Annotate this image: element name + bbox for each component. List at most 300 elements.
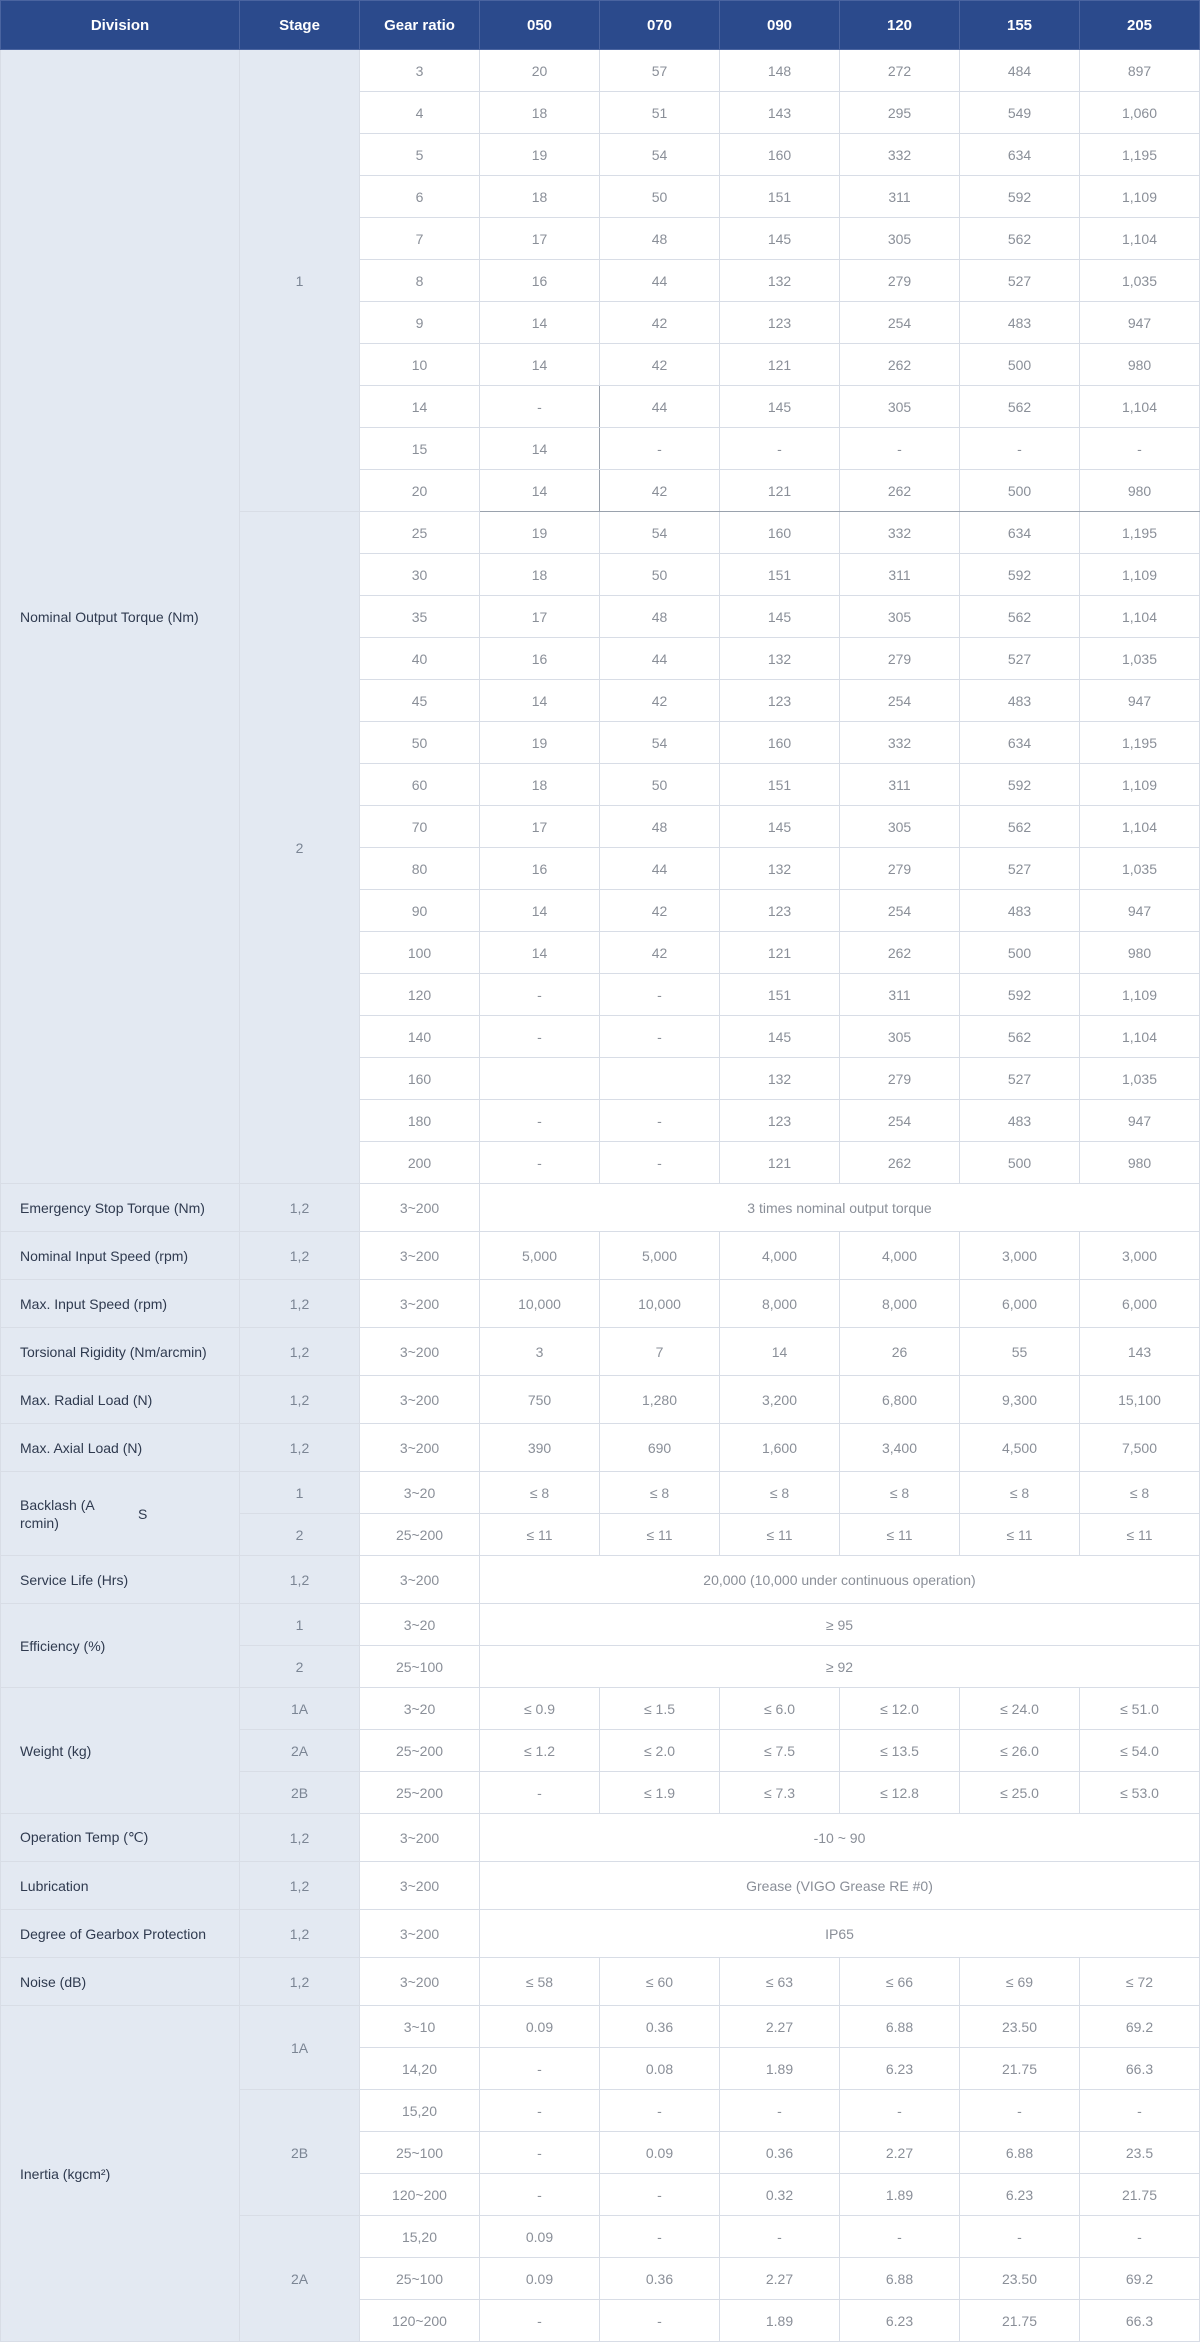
table-cell: ≤ 54.0 xyxy=(1080,1730,1200,1772)
table-cell: ≤ 66 xyxy=(840,1958,960,2006)
division-label: Weight (kg) xyxy=(1,1688,240,1814)
table-cell: 1.89 xyxy=(840,2174,960,2216)
gear-ratio-cell: 3~200 xyxy=(360,1280,480,1328)
table-cell: 332 xyxy=(840,134,960,176)
table-cell xyxy=(480,1058,600,1100)
table-cell: 592 xyxy=(960,176,1080,218)
stage-cell: 1,2 xyxy=(240,1862,360,1910)
table-cell: - xyxy=(1080,2090,1200,2132)
table-cell: - xyxy=(600,974,720,1016)
column-header: 070 xyxy=(600,1,720,50)
gear-ratio-cell: 3 xyxy=(360,50,480,92)
table-cell: 7 xyxy=(600,1328,720,1376)
table-cell: ≤ 8 xyxy=(480,1472,600,1514)
stage-cell: 1,2 xyxy=(240,1376,360,1424)
table-cell: 14 xyxy=(480,428,600,470)
stage-cell: 1A xyxy=(240,1688,360,1730)
table-cell: ≤ 11 xyxy=(600,1514,720,1556)
table-cell: 14 xyxy=(480,302,600,344)
table-cell: 160 xyxy=(720,722,840,764)
stage-cell: 1,2 xyxy=(240,1910,360,1958)
gear-ratio-cell: 120 xyxy=(360,974,480,1016)
table-cell: 50 xyxy=(600,554,720,596)
table-cell: ≤ 8 xyxy=(960,1472,1080,1514)
table-cell: 20 xyxy=(480,50,600,92)
table-cell: - xyxy=(600,428,720,470)
table-cell: 305 xyxy=(840,218,960,260)
table-row xyxy=(1,50,1200,92)
table-cell: 26 xyxy=(840,1328,960,1376)
table-cell: 4,500 xyxy=(960,1424,1080,1472)
table-cell: ≤ 25.0 xyxy=(960,1772,1080,1814)
table-cell: 123 xyxy=(720,302,840,344)
gear-ratio-cell: 3~200 xyxy=(360,1376,480,1424)
table-cell: 1,104 xyxy=(1080,1016,1200,1058)
table-cell: 19 xyxy=(480,512,600,554)
table-cell: 0.32 xyxy=(720,2174,840,2216)
table-row xyxy=(1,1232,1200,1280)
stage-cell: 1 xyxy=(240,50,360,512)
gear-ratio-cell: 14,20 xyxy=(360,2048,480,2090)
table-cell: 66.3 xyxy=(1080,2048,1200,2090)
gear-ratio-cell: 3~200 xyxy=(360,1556,480,1604)
stage-cell: 2 xyxy=(240,1646,360,1688)
division-sub-label: S xyxy=(138,1505,148,1522)
column-header: Gear ratio xyxy=(360,1,480,50)
table-cell: 305 xyxy=(840,596,960,638)
table-cell: 947 xyxy=(1080,302,1200,344)
column-header: Stage xyxy=(240,1,360,50)
table-cell: 121 xyxy=(720,1142,840,1184)
table-cell: 132 xyxy=(720,1058,840,1100)
gear-ratio-cell: 25 xyxy=(360,512,480,554)
table-cell: 16 xyxy=(480,848,600,890)
merged-value: 3 times nominal output torque xyxy=(480,1184,1200,1232)
table-cell: - xyxy=(840,2216,960,2258)
division-label: Max. Input Speed (rpm) xyxy=(1,1280,240,1328)
gear-ratio-cell: 25~100 xyxy=(360,2258,480,2300)
table-cell: 121 xyxy=(720,344,840,386)
table-cell: 500 xyxy=(960,1142,1080,1184)
table-cell: ≤ 12.0 xyxy=(840,1688,960,1730)
table-cell: 0.36 xyxy=(720,2132,840,2174)
stage-cell: 1,2 xyxy=(240,1184,360,1232)
table-cell: 132 xyxy=(720,848,840,890)
table-cell: ≤ 11 xyxy=(720,1514,840,1556)
table-cell: 500 xyxy=(960,344,1080,386)
table-cell: - xyxy=(480,1100,600,1142)
table-cell: 145 xyxy=(720,386,840,428)
table-cell: 500 xyxy=(960,932,1080,974)
gear-ratio-cell: 25~200 xyxy=(360,1730,480,1772)
table-cell: 18 xyxy=(480,554,600,596)
table-row xyxy=(1,1688,1200,1730)
table-cell: 42 xyxy=(600,344,720,386)
table-cell: 2.27 xyxy=(720,2006,840,2048)
table-cell: 16 xyxy=(480,638,600,680)
division-label xyxy=(1,1472,240,1556)
gear-ratio-cell: 25~200 xyxy=(360,1772,480,1814)
table-cell: 5,000 xyxy=(480,1232,600,1280)
table-cell: 295 xyxy=(840,92,960,134)
table-cell: 279 xyxy=(840,848,960,890)
table-cell: 9,300 xyxy=(960,1376,1080,1424)
table-cell: 562 xyxy=(960,218,1080,260)
gear-ratio-cell: 3~200 xyxy=(360,1328,480,1376)
gear-ratio-cell: 100 xyxy=(360,932,480,974)
division-label: Efficiency (%) xyxy=(1,1604,240,1688)
table-cell: ≤ 11 xyxy=(480,1514,600,1556)
merged-value: IP65 xyxy=(480,1910,1200,1958)
table-cell: - xyxy=(600,2090,720,2132)
gear-ratio-cell: 7 xyxy=(360,218,480,260)
table-cell: 21.75 xyxy=(1080,2174,1200,2216)
table-cell: 1,104 xyxy=(1080,218,1200,260)
table-row xyxy=(1,1472,1200,1514)
table-cell: 54 xyxy=(600,134,720,176)
table-cell: 562 xyxy=(960,596,1080,638)
stage-cell: 1,2 xyxy=(240,1280,360,1328)
table-cell: 483 xyxy=(960,890,1080,932)
table-cell: 17 xyxy=(480,806,600,848)
table-cell: 3 xyxy=(480,1328,600,1376)
table-cell: 14 xyxy=(480,680,600,722)
table-cell: 0.09 xyxy=(480,2216,600,2258)
division-label: Noise (dB) xyxy=(1,1958,240,2006)
table-cell: 1,104 xyxy=(1080,596,1200,638)
table-cell: 18 xyxy=(480,92,600,134)
table-cell: 19 xyxy=(480,722,600,764)
gear-ratio-cell: 3~200 xyxy=(360,1814,480,1862)
table-cell: 6.88 xyxy=(840,2258,960,2300)
gear-ratio-cell: 15,20 xyxy=(360,2216,480,2258)
table-cell: 1,109 xyxy=(1080,764,1200,806)
table-cell: 145 xyxy=(720,596,840,638)
table-cell: - xyxy=(960,2090,1080,2132)
table-cell: - xyxy=(480,386,600,428)
table-cell: ≤ 11 xyxy=(960,1514,1080,1556)
table-cell: 21.75 xyxy=(960,2048,1080,2090)
table-cell: 262 xyxy=(840,470,960,512)
table-cell: 123 xyxy=(720,680,840,722)
table-cell: 1,035 xyxy=(1080,260,1200,302)
table-cell: 592 xyxy=(960,764,1080,806)
table-cell: - xyxy=(480,1142,600,1184)
table-cell: 48 xyxy=(600,218,720,260)
table-cell: 145 xyxy=(720,218,840,260)
table-cell: 1,035 xyxy=(1080,1058,1200,1100)
stage-cell: 2B xyxy=(240,2090,360,2216)
gear-ratio-cell: 3~20 xyxy=(360,1604,480,1646)
table-cell: 132 xyxy=(720,638,840,680)
table-cell: 634 xyxy=(960,722,1080,764)
table-cell: - xyxy=(720,2090,840,2132)
table-cell: - xyxy=(600,1142,720,1184)
table-cell: 483 xyxy=(960,1100,1080,1142)
table-cell: 50 xyxy=(600,176,720,218)
table-cell: 44 xyxy=(600,638,720,680)
table-cell: 254 xyxy=(840,1100,960,1142)
stage-cell: 1,2 xyxy=(240,1328,360,1376)
table-cell: 980 xyxy=(1080,470,1200,512)
division-label: Max. Axial Load (N) xyxy=(1,1424,240,1472)
table-cell: 279 xyxy=(840,638,960,680)
table-cell: 42 xyxy=(600,470,720,512)
table-cell: 23.5 xyxy=(1080,2132,1200,2174)
table-cell: 1.89 xyxy=(720,2300,840,2342)
table-cell: 592 xyxy=(960,554,1080,596)
table-cell: 1,600 xyxy=(720,1424,840,1472)
table-cell: - xyxy=(600,1100,720,1142)
table-row xyxy=(1,1184,1200,1232)
table-cell: 151 xyxy=(720,764,840,806)
table-cell: 279 xyxy=(840,1058,960,1100)
table-cell: 121 xyxy=(720,932,840,974)
table-cell: 145 xyxy=(720,1016,840,1058)
stage-cell: 1,2 xyxy=(240,1424,360,1472)
table-cell: 311 xyxy=(840,176,960,218)
table-header xyxy=(1,1,1200,50)
table-cell: 980 xyxy=(1080,344,1200,386)
table-cell: - xyxy=(960,2216,1080,2258)
table-cell: 10,000 xyxy=(600,1280,720,1328)
table-cell: 1,195 xyxy=(1080,134,1200,176)
table-cell: 19 xyxy=(480,134,600,176)
table-row xyxy=(1,1556,1200,1604)
table-row xyxy=(1,1958,1200,2006)
table-cell: - xyxy=(840,2090,960,2132)
division-label-text: Backlash (A rcmin) xyxy=(20,1496,94,1531)
gear-ratio-cell: 3~20 xyxy=(360,1472,480,1514)
gear-ratio-cell: 25~200 xyxy=(360,1514,480,1556)
gear-ratio-cell: 9 xyxy=(360,302,480,344)
column-header: 050 xyxy=(480,1,600,50)
division-label: Inertia (kgcm²) xyxy=(1,2006,240,2342)
table-cell: 18 xyxy=(480,764,600,806)
table-cell: 1,195 xyxy=(1080,722,1200,764)
table-cell: 483 xyxy=(960,302,1080,344)
table-cell: ≤ 51.0 xyxy=(1080,1688,1200,1730)
table-cell: 57 xyxy=(600,50,720,92)
column-header: 090 xyxy=(720,1,840,50)
table-cell: ≤ 60 xyxy=(600,1958,720,2006)
table-row xyxy=(1,1814,1200,1862)
table-cell: 23.50 xyxy=(960,2258,1080,2300)
table-cell: 634 xyxy=(960,134,1080,176)
table-cell: 42 xyxy=(600,932,720,974)
table-cell: 1,104 xyxy=(1080,806,1200,848)
table-cell: ≤ 53.0 xyxy=(1080,1772,1200,1814)
gear-ratio-cell: 3~200 xyxy=(360,1184,480,1232)
gear-ratio-cell: 40 xyxy=(360,638,480,680)
gear-ratio-cell: 20 xyxy=(360,470,480,512)
table-cell: 42 xyxy=(600,302,720,344)
table-cell: ≤ 24.0 xyxy=(960,1688,1080,1730)
table-cell: 69.2 xyxy=(1080,2006,1200,2048)
table-cell: 3,000 xyxy=(960,1232,1080,1280)
table-cell: ≤ 26.0 xyxy=(960,1730,1080,1772)
table-cell: ≤ 1.2 xyxy=(480,1730,600,1772)
table-cell xyxy=(600,1058,720,1100)
stage-cell: 2 xyxy=(240,1514,360,1556)
table-cell: 332 xyxy=(840,722,960,764)
column-header: 120 xyxy=(840,1,960,50)
table-cell: 14 xyxy=(480,470,600,512)
merged-value: 20,000 (10,000 under continuous operation) xyxy=(480,1556,1200,1604)
table-cell: 500 xyxy=(960,470,1080,512)
table-cell: 279 xyxy=(840,260,960,302)
table-cell: 690 xyxy=(600,1424,720,1472)
table-cell: 21.75 xyxy=(960,2300,1080,2342)
table-cell: 305 xyxy=(840,386,960,428)
gear-ratio-cell: 3~20 xyxy=(360,1688,480,1730)
table-cell: - xyxy=(600,2216,720,2258)
table-cell: 3,000 xyxy=(1080,1232,1200,1280)
table-cell: 272 xyxy=(840,50,960,92)
stage-cell: 1A xyxy=(240,2006,360,2090)
gear-ratio-cell: 50 xyxy=(360,722,480,764)
table-cell: ≤ 12.8 xyxy=(840,1772,960,1814)
table-cell: 390 xyxy=(480,1424,600,1472)
table-cell: ≤ 6.0 xyxy=(720,1688,840,1730)
table-cell: - xyxy=(480,2174,600,2216)
table-cell: 0.36 xyxy=(600,2006,720,2048)
table-cell: 151 xyxy=(720,554,840,596)
table-cell: 66.3 xyxy=(1080,2300,1200,2342)
table-cell: 14 xyxy=(480,344,600,386)
table-cell: - xyxy=(720,2216,840,2258)
table-cell: 17 xyxy=(480,218,600,260)
table-cell: 527 xyxy=(960,848,1080,890)
table-cell: 332 xyxy=(840,512,960,554)
table-cell: 6,800 xyxy=(840,1376,960,1424)
table-cell: - xyxy=(1080,2216,1200,2258)
table-cell: ≤ 11 xyxy=(840,1514,960,1556)
table-cell: 980 xyxy=(1080,1142,1200,1184)
table-cell: 6,000 xyxy=(960,1280,1080,1328)
table-cell: 132 xyxy=(720,260,840,302)
table-cell: ≤ 7.3 xyxy=(720,1772,840,1814)
table-cell: 54 xyxy=(600,512,720,554)
gear-ratio-cell: 140 xyxy=(360,1016,480,1058)
gear-ratio-cell: 4 xyxy=(360,92,480,134)
column-header: 205 xyxy=(1080,1,1200,50)
stage-cell: 2A xyxy=(240,1730,360,1772)
table-cell: 1,060 xyxy=(1080,92,1200,134)
gear-ratio-cell: 3~200 xyxy=(360,1910,480,1958)
table-cell: 51 xyxy=(600,92,720,134)
gear-ratio-cell: 3~200 xyxy=(360,1862,480,1910)
division-label: Operation Temp (℃) xyxy=(1,1814,240,1862)
division-label: Max. Radial Load (N) xyxy=(1,1376,240,1424)
table-cell: 123 xyxy=(720,890,840,932)
table-cell: 947 xyxy=(1080,680,1200,722)
column-header: Division xyxy=(1,1,240,50)
table-row xyxy=(1,1862,1200,1910)
division-label: Torsional Rigidity (Nm/arcmin) xyxy=(1,1328,240,1376)
division-label: Lubrication xyxy=(1,1862,240,1910)
table-cell: 311 xyxy=(840,554,960,596)
table-cell: 143 xyxy=(1080,1328,1200,1376)
stage-cell: 1 xyxy=(240,1472,360,1514)
table-cell: 15,100 xyxy=(1080,1376,1200,1424)
table-row xyxy=(1,1376,1200,1424)
table-cell: - xyxy=(480,1772,600,1814)
table-cell: 483 xyxy=(960,680,1080,722)
table-cell: ≤ 1.9 xyxy=(600,1772,720,1814)
table-cell: ≤ 2.0 xyxy=(600,1730,720,1772)
table-cell: 262 xyxy=(840,932,960,974)
table-cell: - xyxy=(600,2174,720,2216)
table-cell: 484 xyxy=(960,50,1080,92)
table-cell: 148 xyxy=(720,50,840,92)
table-cell: 527 xyxy=(960,638,1080,680)
table-cell: 6.23 xyxy=(840,2048,960,2090)
table-cell: ≤ 11 xyxy=(1080,1514,1200,1556)
gear-ratio-cell: 3~200 xyxy=(360,1232,480,1280)
table-cell: 305 xyxy=(840,1016,960,1058)
table-cell: ≤ 7.5 xyxy=(720,1730,840,1772)
table-cell: 254 xyxy=(840,302,960,344)
table-cell: 980 xyxy=(1080,932,1200,974)
merged-value: ≥ 95 xyxy=(480,1604,1200,1646)
table-cell: - xyxy=(480,2090,600,2132)
table-cell: 42 xyxy=(600,890,720,932)
merged-value: Grease (VIGO Grease RE #0) xyxy=(480,1862,1200,1910)
gear-ratio-cell: 8 xyxy=(360,260,480,302)
table-cell: - xyxy=(960,428,1080,470)
gear-ratio-cell: 10 xyxy=(360,344,480,386)
table-cell: 1.89 xyxy=(720,2048,840,2090)
table-cell: 262 xyxy=(840,344,960,386)
table-cell: 4,000 xyxy=(720,1232,840,1280)
table-cell: ≤ 0.9 xyxy=(480,1688,600,1730)
gear-ratio-cell: 70 xyxy=(360,806,480,848)
gear-ratio-cell: 3~200 xyxy=(360,1958,480,2006)
table-cell: 143 xyxy=(720,92,840,134)
table-cell: 123 xyxy=(720,1100,840,1142)
table-body xyxy=(1,50,1200,2342)
table-cell: 6.23 xyxy=(960,2174,1080,2216)
table-cell: 1,280 xyxy=(600,1376,720,1424)
table-cell: 44 xyxy=(600,848,720,890)
table-cell: 16 xyxy=(480,260,600,302)
table-cell: ≤ 8 xyxy=(720,1472,840,1514)
table-cell: 562 xyxy=(960,386,1080,428)
table-cell: 1,109 xyxy=(1080,554,1200,596)
table-cell: ≤ 13.5 xyxy=(840,1730,960,1772)
table-cell: 14 xyxy=(480,890,600,932)
table-cell: 1,035 xyxy=(1080,638,1200,680)
gear-ratio-cell: 15,20 xyxy=(360,2090,480,2132)
table-cell: 1,109 xyxy=(1080,974,1200,1016)
table-cell: - xyxy=(840,428,960,470)
table-cell: 0.09 xyxy=(480,2006,600,2048)
stage-cell: 2 xyxy=(240,512,360,1184)
stage-cell: 2A xyxy=(240,2216,360,2342)
stage-cell: 1,2 xyxy=(240,1556,360,1604)
division-label: Nominal Output Torque (Nm) xyxy=(1,50,240,1184)
gear-ratio-cell: 200 xyxy=(360,1142,480,1184)
stage-cell: 2B xyxy=(240,1772,360,1814)
table-cell: 2.27 xyxy=(840,2132,960,2174)
table-cell: ≤ 8 xyxy=(1080,1472,1200,1514)
table-cell: 7,500 xyxy=(1080,1424,1200,1472)
table-cell: 562 xyxy=(960,806,1080,848)
table-cell: ≤ 8 xyxy=(840,1472,960,1514)
table-cell: - xyxy=(480,2048,600,2090)
table-cell: 44 xyxy=(600,260,720,302)
